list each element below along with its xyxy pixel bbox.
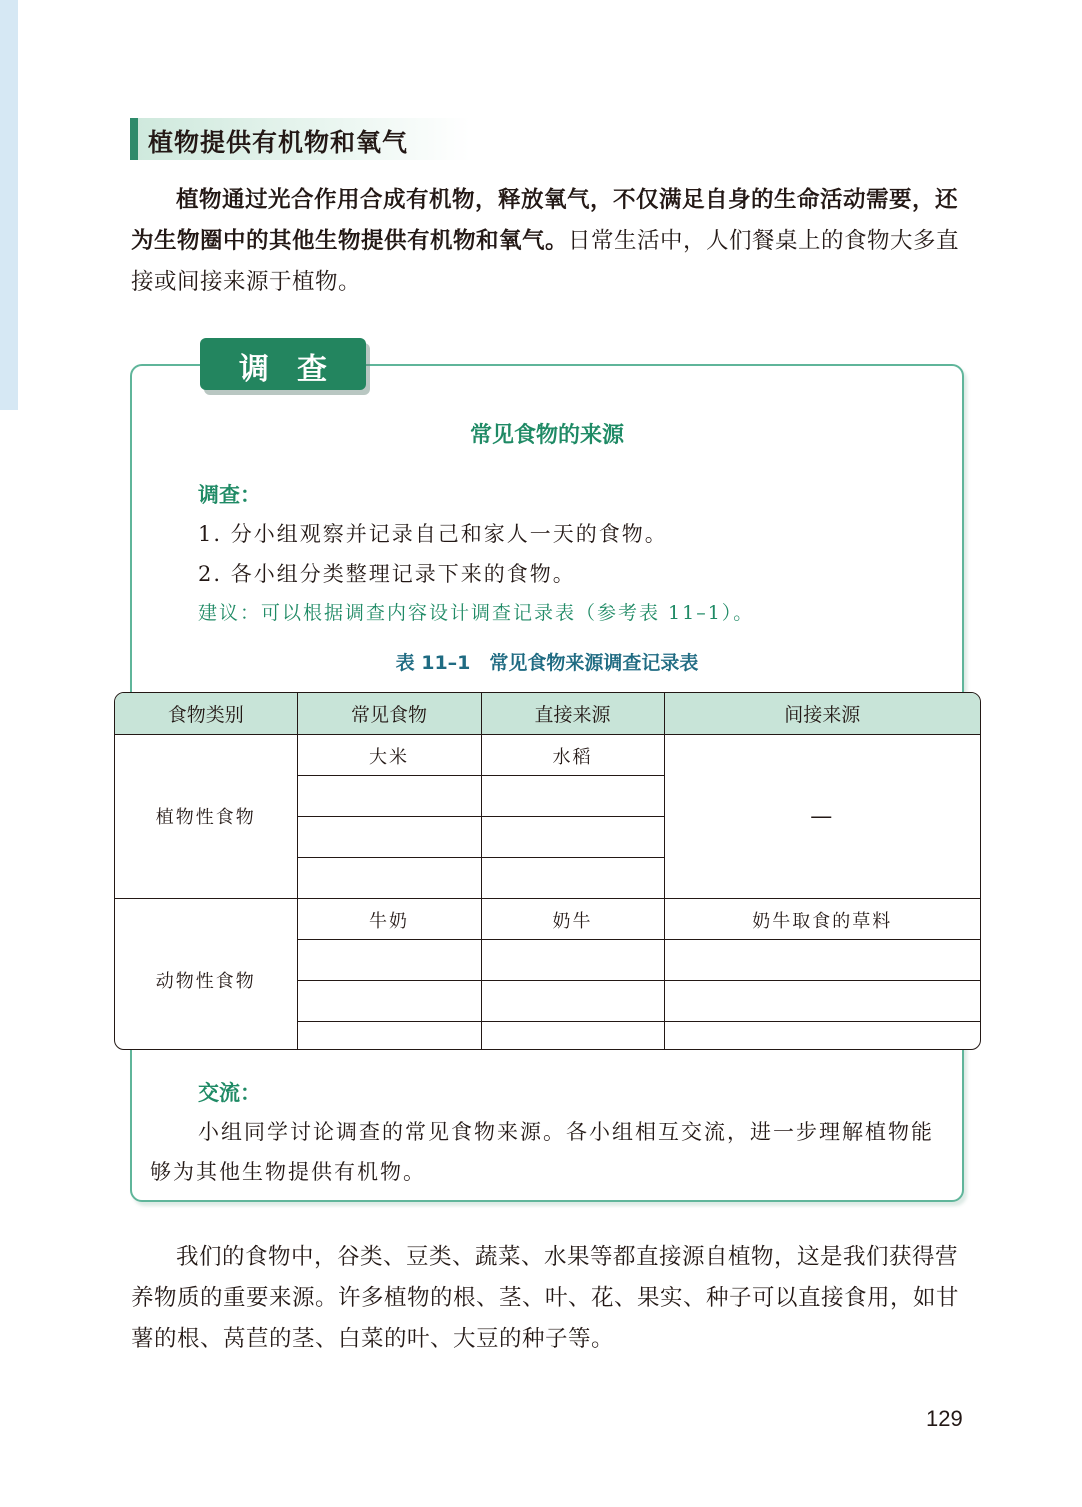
table-cell	[481, 776, 664, 817]
investigation-title: 常见食物的来源	[469, 423, 624, 448]
table-cell	[481, 981, 664, 1022]
survey-step-2: 2. 各小组分类整理记录下来的食物。	[198, 562, 576, 586]
table-cell	[297, 981, 481, 1022]
intro-normal-text: 日常生活中，人们餐桌上的食物大多直接或间接来源于植物。	[131, 228, 960, 295]
table-cell	[297, 858, 481, 899]
table-cell	[664, 940, 980, 981]
table-cell	[297, 1022, 481, 1051]
table-row	[115, 735, 980, 776]
table-cell	[664, 981, 980, 1022]
table-cell	[664, 1022, 980, 1051]
table-cell: 奶牛	[481, 899, 664, 940]
header-common-food: 常见食物	[297, 693, 481, 735]
table-row	[115, 899, 980, 940]
table-cell	[297, 940, 481, 981]
header-direct-source: 直接来源	[481, 693, 664, 735]
suggestion-text: 建议：可以根据调查内容设计调查记录表（参考表 11–1）。	[198, 602, 755, 624]
header-food-category: 食物类别	[115, 693, 297, 735]
food-source-table	[114, 692, 981, 1050]
exchange-label: 交流：	[198, 1081, 261, 1105]
investigation-tab-label: 调查	[239, 352, 355, 387]
plant-indirect-source: —	[664, 735, 980, 899]
section-heading	[130, 118, 470, 160]
table-cell	[481, 1022, 664, 1051]
page-number: 129	[926, 1406, 963, 1431]
table-cell	[481, 817, 664, 858]
intro-paragraph	[131, 180, 963, 303]
table-cell: 牛奶	[297, 899, 481, 940]
table-cell	[297, 776, 481, 817]
header-indirect-source: 间接来源	[664, 693, 980, 735]
survey-label: 调查：	[198, 483, 261, 507]
record-table	[115, 693, 980, 1050]
survey-step-1: 1. 分小组观察并记录自己和家人一天的食物。	[198, 522, 668, 546]
table-header-row	[115, 693, 980, 735]
side-margin-strip	[0, 0, 18, 410]
table-cell: 水稻	[481, 735, 664, 776]
closing-paragraph: 我们的食物中，谷类、豆类、蔬菜、水果等都直接源自植物，这是我们获得营养物质的重要来源。许多植物的根、茎、叶、花、果实、种子可以直接食用，如甘薯的根、莴苣的茎、白菜的叶、大豆的种子等。	[131, 1244, 960, 1352]
exchange-text: 小组同学讨论调查的常见食物来源。各小组相互交流，进一步理解植物能够为其他生物提供有机物。	[150, 1120, 934, 1184]
investigation-tab	[200, 338, 366, 390]
section-heading-text: 植物提供有机物和氧气	[148, 128, 409, 157]
animal-food-category: 动物性食物	[115, 899, 297, 1051]
table-caption: 表 11–1 常见食物来源调查记录表	[395, 652, 699, 674]
table-cell	[481, 940, 664, 981]
intro-bold-text: 植物通过光合作用合成有机物，释放氧气，不仅满足自身的生命活动需要，还为生物圈中的其他生物提供有机物和氧气。	[131, 187, 959, 254]
table-cell	[481, 858, 664, 899]
table-cell: 奶牛取食的草料	[664, 899, 980, 940]
table-cell: 大米	[297, 735, 481, 776]
plant-food-category: 植物性食物	[115, 735, 297, 899]
table-cell	[297, 817, 481, 858]
